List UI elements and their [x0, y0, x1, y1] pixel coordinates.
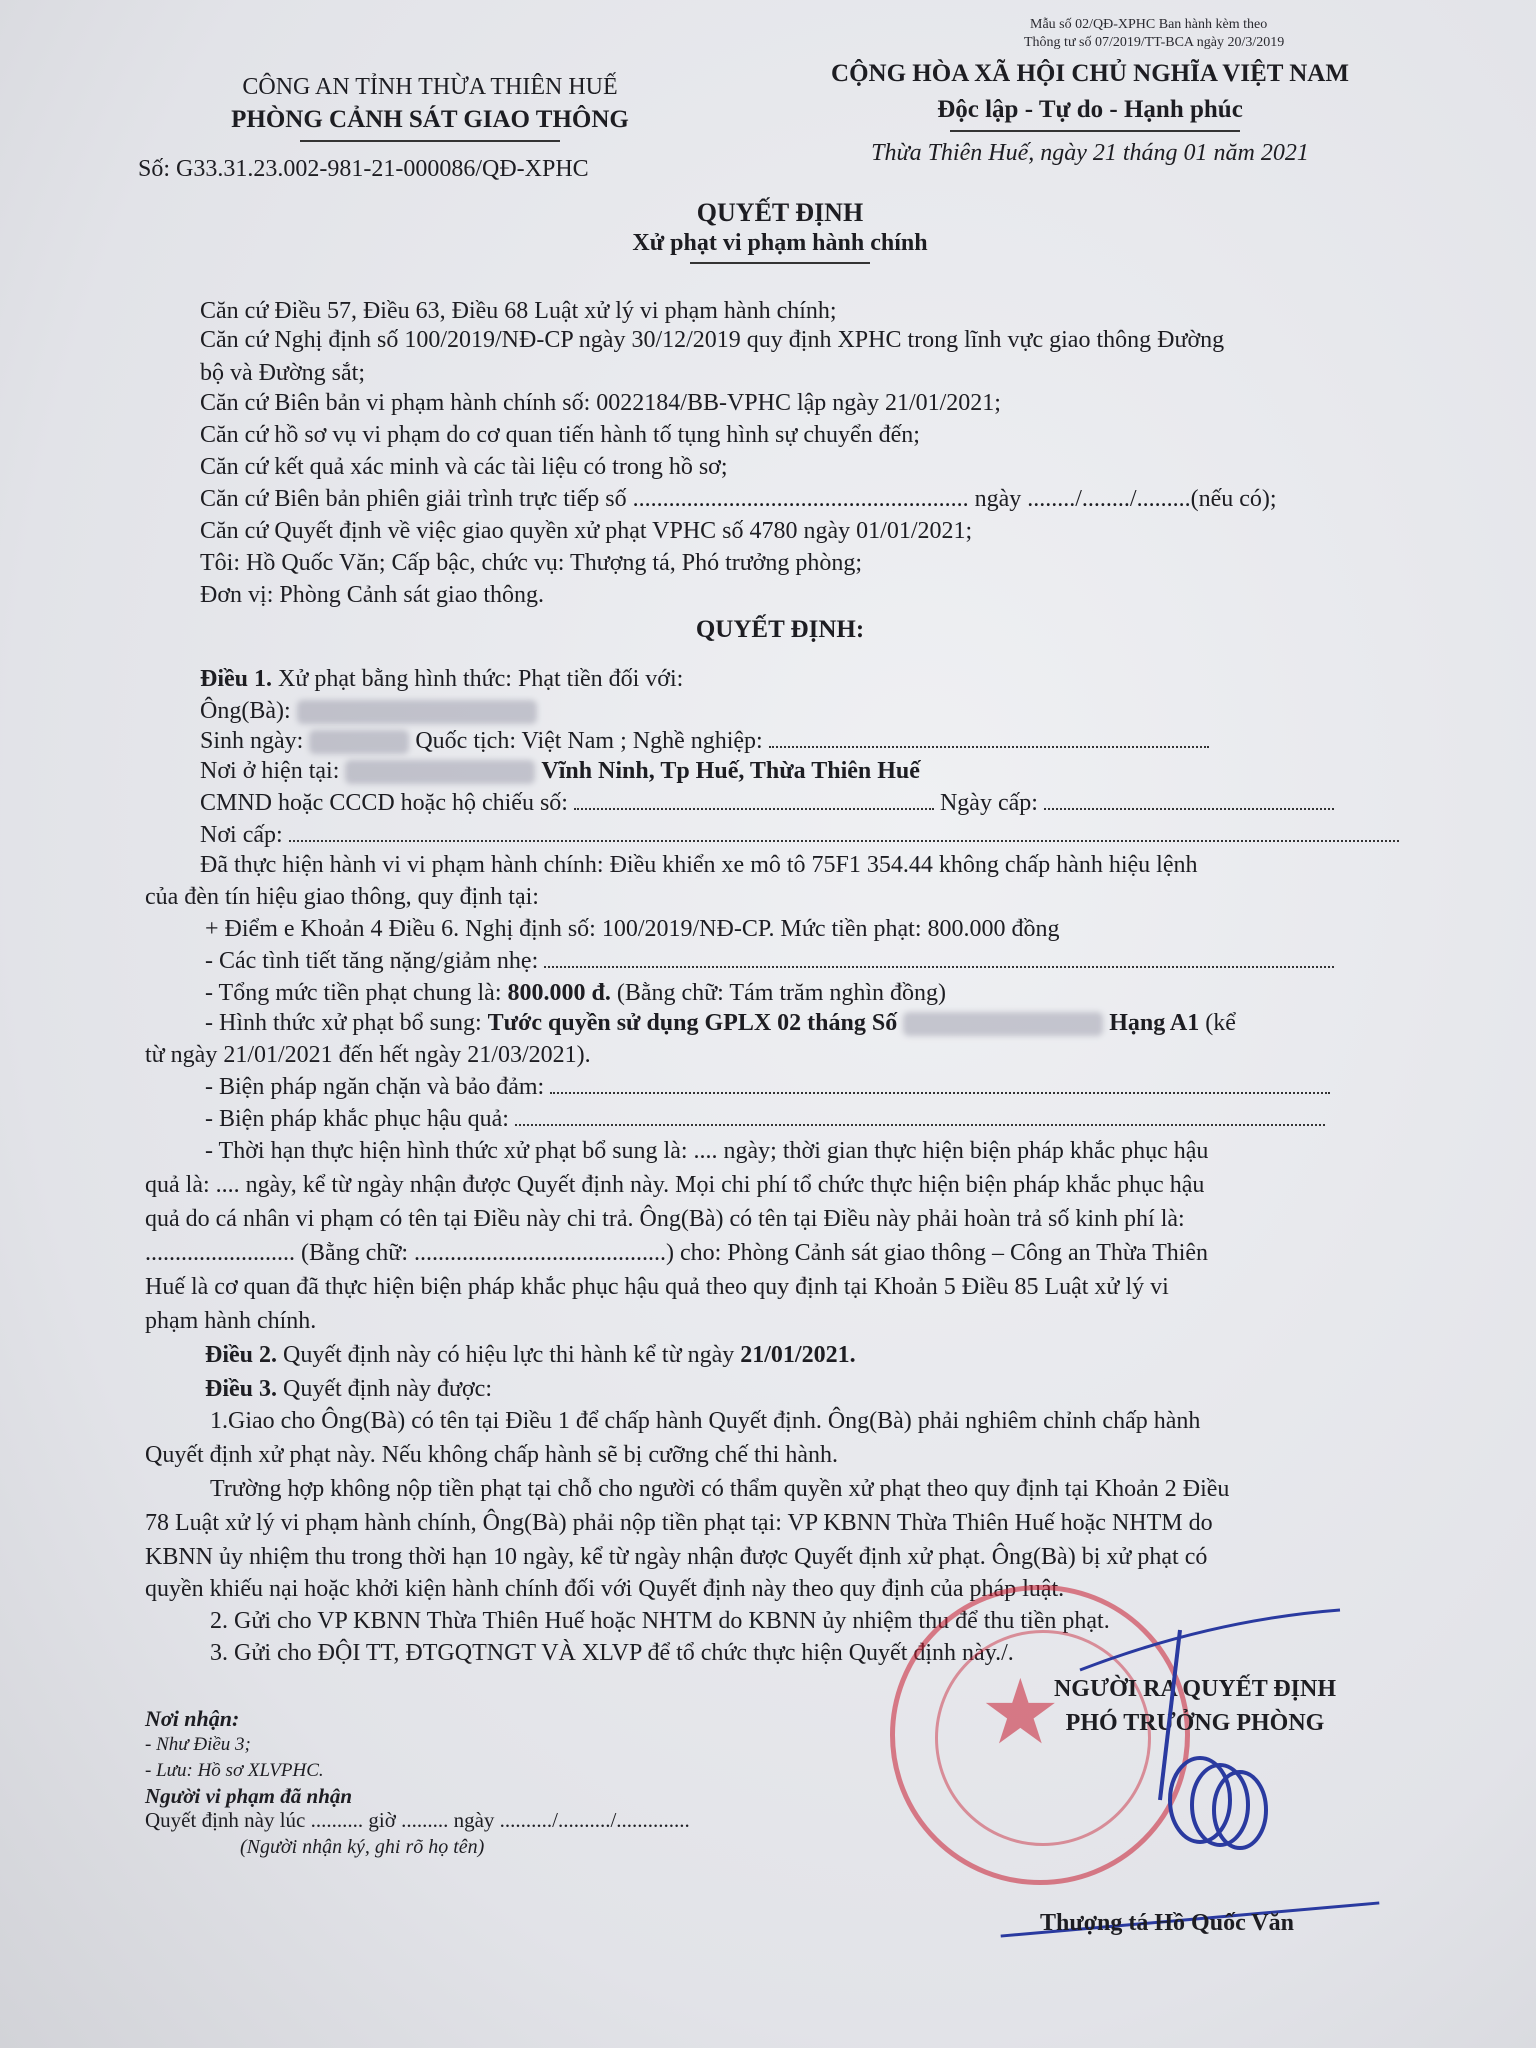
article1-label: Điều 1. [200, 666, 272, 692]
article3-l7: 2. Gửi cho VP KBNN Thừa Thiên Huế hoặc NHTM do KBNN ủy nhiệm thu để thu tiền phạt. [210, 1608, 1110, 1634]
redacted-address [345, 760, 535, 784]
total-value: 800.000 đ. [507, 980, 611, 1006]
additional-tail: (kể [1205, 1010, 1236, 1036]
signer-name: Thượng tá Hồ Quốc Văn [1040, 1910, 1294, 1936]
basis-5: Căn cứ kết quả xác minh và các tài liệu có trong hồ sơ; [200, 454, 728, 480]
total-words: (Bằng chữ: Tám trăm nghìn đồng) [616, 980, 947, 1006]
article3-l8: 3. Gửi cho ĐỘI TT, ĐTGQTNGT VÀ XLVP để tổ chức thực hiện Quyết định này./. [210, 1640, 1014, 1666]
stamp-star-icon: ★ [980, 1664, 1061, 1763]
basis-2: Căn cứ Nghị định số 100/2019/NĐ-CP ngày 30/12/2019 quy định XPHC trong lĩnh vực giao thông Đường [200, 327, 1225, 353]
article2-text: Quyết định này có hiệu lực thi hành kể từ ngày [283, 1342, 735, 1368]
id-label: CMND hoặc CCCD hoặc hộ chiếu số: [200, 790, 568, 816]
article2-line [205, 1340, 856, 1371]
decision-heading: QUYẾT ĐỊNH: [695, 616, 865, 643]
id-line [200, 788, 1334, 819]
document-title: QUYẾT ĐỊNH [696, 198, 864, 227]
remedial-dots [515, 1106, 1325, 1126]
issue-place-label: Nơi cấp: [200, 822, 283, 848]
article3-line [205, 1374, 492, 1405]
total-line [205, 978, 946, 1009]
redacted-license [903, 1012, 1103, 1036]
aggravating-line [205, 946, 1334, 977]
recipient-2: - Lưu: Hồ sơ XLVPHC. [145, 1760, 324, 1781]
para-line-5: Huế là cơ quan đã thực hiện biện pháp khắc phục hậu quả theo quy định tại Khoản 5 Điều 85 Luật xử lý vi [145, 1274, 1169, 1300]
aggravating-label: - Các tình tiết tăng nặng/giảm nhẹ: [205, 948, 539, 974]
residence-label: Nơi ở hiện tại: [200, 758, 340, 784]
para-line-3: quả do cá nhân vi phạm có tên tại Điều này chi trả. Ông(Bà) có tên tại Điều này phải hoàn trả số kinh phí là: [145, 1206, 1185, 1232]
recipient-1: - Như Điều 3; [145, 1734, 251, 1755]
national-motto: Độc lập - Tự do - Hạnh phúc [937, 96, 1243, 123]
office-name: PHÒNG CẢNH SÁT GIAO THÔNG [231, 106, 629, 133]
violation-clause: + Điểm e Khoản 4 Điều 6. Nghị định số: 100/2019/NĐ-CP. Mức tiền phạt: 800.000 đồng [205, 916, 1060, 942]
article3-l4: 78 Luật xử lý vi phạm hành chính, Ông(Bà) phải nộp tiền phạt tại: VP KBNN Thừa Thiên Huế hoặc NHTM do [145, 1510, 1213, 1536]
occupation-dots [769, 728, 1209, 748]
receipt-line-1: Người vi phạm đã nhận [145, 1784, 353, 1808]
residence-value: Vĩnh Ninh, Tp Huế, Thừa Thiên Huế [541, 758, 920, 784]
form-note-line1: Mẫu số 02/QĐ-XPHC Ban hành kèm theo [1030, 17, 1268, 32]
article3-l6: quyền khiếu nại hoặc khởi kiện hành chính đối với Quyết định này theo quy định của pháp luật. [145, 1576, 1065, 1602]
issue-date: Thừa Thiên Huế, ngày 21 tháng 01 năm 2021 [871, 140, 1309, 166]
article3-l5: KBNN ủy nhiệm thu trong thời hạn 10 ngày, kể từ ngày nhận được Quyết định xử phạt. Ông(Bà) bị xử phạt có [145, 1544, 1208, 1570]
dob-line [200, 726, 1209, 757]
additional-label: - Hình thức xử phạt bổ sung: [205, 1010, 482, 1036]
form-note-line2: Thông tư số 07/2019/TT-BCA ngày 20/3/2019 [1024, 35, 1285, 50]
basis-8: Tôi: Hồ Quốc Văn; Cấp bậc, chức vụ: Thượng tá, Phó trưởng phòng; [200, 550, 863, 576]
basis-4: Căn cứ hồ sơ vụ vi phạm do cơ quan tiến hành tố tụng hình sự chuyển đến; [200, 422, 920, 448]
receipt-line-2: Quyết định này lúc .......... giờ ......... ngày ........../........../.............. [145, 1808, 690, 1832]
receipt-line-3: (Người nhận ký, ghi rõ họ tên) [240, 1836, 485, 1858]
signer-title: PHÓ TRƯỞNG PHÒNG [1065, 1710, 1325, 1736]
preventive-dots [550, 1074, 1330, 1094]
article3-text: Quyết định này được: [283, 1376, 492, 1402]
header-underline-left [300, 140, 560, 142]
article1-text: Xử phạt bằng hình thức: Phạt tiền đối với: [278, 666, 684, 692]
additional-period: từ ngày 21/01/2021 đến hết ngày 21/03/2021). [145, 1042, 591, 1068]
basis-3: Căn cứ Biên bản vi phạm hành chính số: 0022184/BB-VPHC lập ngày 21/01/2021; [200, 390, 1001, 416]
license-class: Hạng A1 [1109, 1010, 1200, 1036]
issue-date-dots [1044, 790, 1334, 810]
name-line [200, 696, 537, 727]
nationality-text: Quốc tịch: Việt Nam ; Nghề nghiệp: [415, 728, 763, 754]
decision-number: Số: G33.31.23.002-981-21-000086/QĐ-XPHC [138, 156, 589, 182]
aggravating-dots [544, 948, 1334, 968]
basis-2-cont: bộ và Đường sắt; [200, 360, 366, 386]
additional-value: Tước quyền sử dụng GPLX 02 tháng Số [487, 1010, 898, 1036]
additional-line [205, 1008, 1236, 1039]
article3-label: Điều 3. [205, 1376, 277, 1402]
preventive-line [205, 1072, 1330, 1103]
handwritten-signature [1060, 1600, 1360, 1860]
violation-line-2: của đèn tín hiệu giao thông, quy định tại: [145, 884, 539, 910]
para-line-1: - Thời hạn thực hiện hình thức xử phạt bổ sung là: .... ngày; thời gian thực hiện biện pháp khắc phục hậu [205, 1138, 1209, 1164]
country-name: CỘNG HÒA XÃ HỘI CHỦ NGHĨA VIỆT NAM [831, 60, 1349, 87]
document-subtitle: Xử phạt vi phạm hành chính [632, 230, 928, 256]
article3-l3: Trường hợp không nộp tiền phạt tại chỗ cho người có thẩm quyền xử phạt theo quy định tại Khoản 2 Điều [210, 1476, 1230, 1502]
motto-underline [950, 130, 1240, 132]
remedial-line [205, 1104, 1325, 1135]
basis-6: Căn cứ Biên bản phiên giải trình trực tiếp số ........................................................ ngày ......../......../.........(nếu có); [200, 486, 1277, 512]
basis-1: Căn cứ Điều 57, Điều 63, Điều 68 Luật xử lý vi phạm hành chính; [200, 298, 837, 324]
issue-place-line [200, 820, 1399, 851]
name-label: Ông(Bà): [200, 698, 291, 724]
id-dots [574, 790, 934, 810]
basis-7: Căn cứ Quyết định về việc giao quyền xử phạt VPHC số 4780 ngày 01/01/2021; [200, 518, 973, 544]
para-line-4: ......................... (Bằng chữ: ..........................................) cho: Phòng Cảnh sát giao thông – Công an Thừa Thiên [145, 1240, 1209, 1266]
basis-9: Đơn vị: Phòng Cảnh sát giao thông. [200, 582, 545, 608]
signer-role: NGƯỜI RA QUYẾT ĐỊNH [1053, 1676, 1337, 1702]
redacted-name [297, 700, 537, 724]
title-underline [690, 262, 870, 264]
violation-line-1: Đã thực hiện hành vi vi phạm hành chính: Điều khiển xe mô tô 75F1 354.44 không chấp hành hiệu lệnh [200, 852, 1198, 878]
para-line-6: phạm hành chính. [145, 1308, 317, 1334]
agency-name: CÔNG AN TỈNH THỪA THIÊN HUẾ [242, 74, 618, 100]
article3-l1: 1.Giao cho Ông(Bà) có tên tại Điều 1 để chấp hành Quyết định. Ông(Bà) phải nghiêm chỉnh chấp hành [210, 1408, 1201, 1434]
para-line-2: quả là: .... ngày, kể từ ngày nhận được Quyết định này. Mọi chi phí tổ chức thực hiện biện pháp khắc phục hậu [145, 1172, 1205, 1198]
dob-label: Sinh ngày: [200, 728, 304, 754]
issue-date-label: Ngày cấp: [939, 790, 1038, 816]
residence-line [200, 756, 920, 787]
article2-label: Điều 2. [205, 1342, 277, 1368]
redacted-dob [309, 730, 409, 754]
article3-l2: Quyết định xử phạt này. Nếu không chấp hành sẽ bị cưỡng chế thi hành. [145, 1442, 838, 1468]
preventive-label: - Biện pháp ngăn chặn và bảo đảm: [205, 1074, 545, 1100]
total-label: - Tổng mức tiền phạt chung là: [205, 980, 502, 1006]
article1-line [200, 664, 683, 695]
recipients-heading: Nơi nhận: [145, 1706, 240, 1731]
issue-place-dots [289, 822, 1399, 842]
article2-date: 21/01/2021. [740, 1342, 856, 1368]
remedial-label: - Biện pháp khắc phục hậu quả: [205, 1106, 509, 1132]
